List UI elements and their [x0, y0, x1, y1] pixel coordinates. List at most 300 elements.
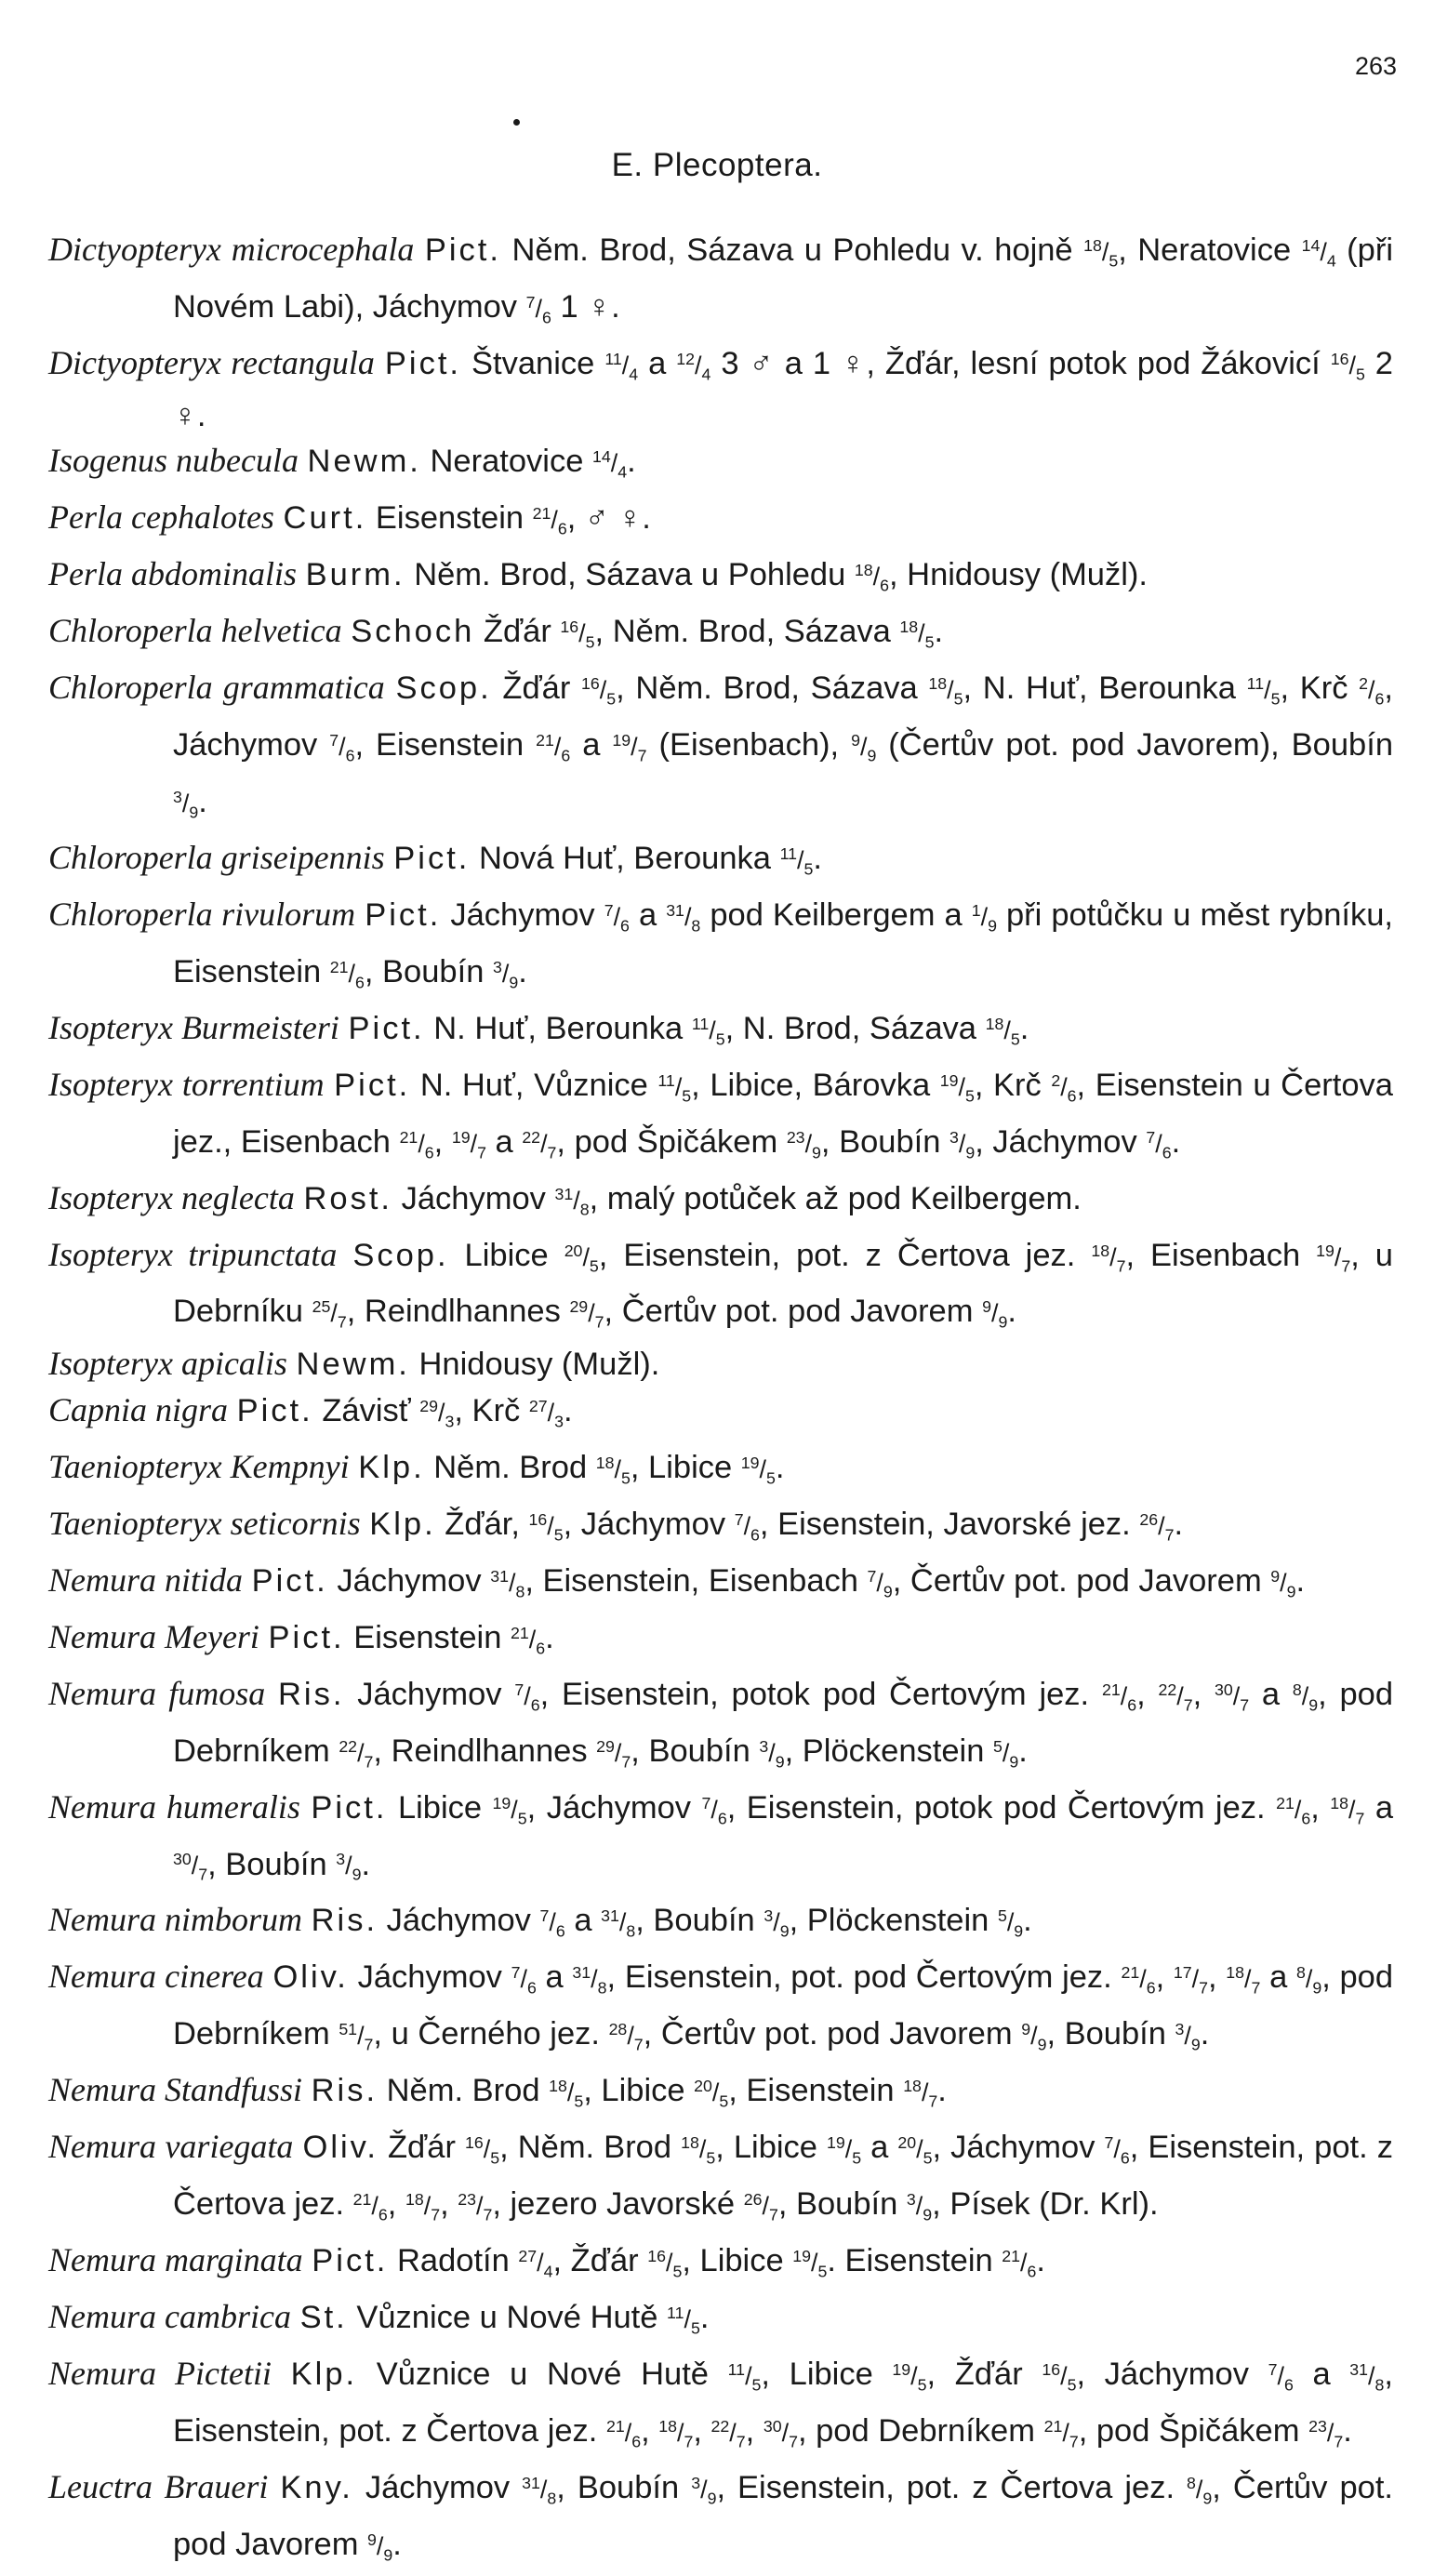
fraction-slash: / — [483, 2135, 491, 2164]
date-month: 7 — [633, 2035, 644, 2054]
record-text: Jáchymov — [357, 1676, 515, 1712]
record-text: . — [627, 444, 636, 480]
date-month: 6 — [526, 1978, 537, 1998]
species-entry — [48, 1556, 1393, 1613]
date-day: 3 — [906, 2190, 916, 2210]
record-text: a — [1260, 1959, 1296, 1996]
record-text: . — [1018, 1733, 1028, 1769]
species-entry — [48, 2236, 1393, 2292]
record-text: Něm. Brod, Sázava u Pohledu — [414, 557, 855, 593]
fraction-slash: / — [591, 1965, 598, 1994]
date-fraction — [1270, 1566, 1296, 1601]
date-fraction — [352, 2190, 388, 2224]
fraction-slash: / — [781, 2418, 790, 2447]
record-text: . — [198, 784, 207, 819]
date-fraction — [572, 1963, 607, 1998]
record-text: , Libice — [583, 2073, 695, 2109]
species-name: Isopteryx torrentium — [48, 1065, 325, 1103]
species-author: Pict. — [268, 1619, 345, 1655]
fraction-slash: / — [1020, 2249, 1028, 2277]
date-month: 6 — [631, 2432, 642, 2451]
fraction-slash: / — [745, 2361, 752, 2390]
record-text: Vůznice u Nové Hutě — [376, 2356, 728, 2392]
record-text: , Reindlhannes — [346, 1294, 570, 1330]
date-day: 20 — [564, 1241, 583, 1260]
date-day: 27 — [518, 2247, 538, 2266]
record-text: Žďár — [502, 671, 582, 707]
record-text: , Eisenstein — [728, 2073, 904, 2109]
date-fraction — [1349, 2359, 1385, 2395]
record-text: , Čertův pot. pod Javorem — [173, 2469, 1393, 2562]
date-fraction — [691, 2473, 717, 2508]
date-month: 9 — [779, 1921, 790, 1941]
date-fraction — [312, 1297, 347, 1332]
record-text: a — [570, 727, 613, 764]
date-day: 21 — [1101, 1680, 1121, 1699]
date-fraction — [1226, 1963, 1261, 1998]
date-month: 6 — [530, 1695, 540, 1715]
fraction-slash: / — [684, 2304, 691, 2333]
date-month: 5 — [852, 2148, 862, 2168]
record-text: , Boubín — [820, 1123, 950, 1160]
page-number: 263 — [1354, 52, 1397, 80]
date-day: 18 — [658, 2416, 678, 2436]
date-fraction — [997, 1906, 1024, 1941]
fraction-slash: / — [698, 2135, 707, 2164]
date-day: 19 — [451, 1127, 471, 1147]
species-name: Taeniopteryx seticornis — [48, 1504, 361, 1542]
fraction-slash: / — [1002, 1738, 1010, 1767]
date-day: 12 — [676, 349, 696, 368]
fraction-slash: / — [475, 2192, 484, 2221]
date-fraction — [1359, 674, 1385, 709]
record-text: Jáchymov — [450, 896, 604, 933]
species-author: Newm. — [307, 444, 421, 480]
fraction-slash: / — [357, 2022, 365, 2051]
date-fraction — [899, 617, 935, 652]
record-text: , Boubín — [635, 1903, 764, 1939]
fraction-slash: / — [729, 2418, 737, 2447]
date-month: 5 — [620, 1468, 631, 1488]
species-author: Schoch — [351, 614, 475, 650]
record-text: Jáchymov — [401, 1180, 555, 1216]
date-month: 5 — [1010, 1029, 1020, 1049]
date-day: 19 — [612, 731, 631, 750]
date-fraction — [1139, 1509, 1175, 1545]
date-fraction — [701, 1793, 727, 1827]
record-text: , Čertův pot. pod Javorem — [643, 2016, 1022, 2052]
date-day: 28 — [608, 2020, 628, 2039]
fraction-slash: / — [743, 1511, 751, 1540]
date-month: 5 — [1270, 689, 1281, 709]
date-day: 18 — [681, 2133, 699, 2153]
date-fraction — [339, 1736, 374, 1771]
date-month: 5 — [715, 1029, 725, 1049]
fraction-slash: / — [551, 506, 558, 535]
record-text: . — [1007, 1294, 1016, 1330]
date-fraction — [591, 447, 628, 482]
species-name: Nemura cinerea — [48, 1958, 264, 1996]
date-day: 7 — [329, 731, 339, 750]
record-text: , Jáchymov — [526, 1789, 702, 1826]
date-day: 3 — [1175, 2020, 1185, 2039]
record-text: , Krč — [1280, 671, 1360, 707]
species-author: Pict. — [384, 345, 462, 381]
species-author: Pict. — [251, 1562, 328, 1599]
date-day: 18 — [1091, 1241, 1110, 1260]
date-month: 4 — [701, 365, 711, 384]
record-text: . — [1171, 1123, 1181, 1160]
date-fraction — [532, 504, 567, 538]
date-day: 25 — [312, 1297, 331, 1317]
date-fraction — [329, 731, 355, 765]
species-name: Nemura Standfussi — [48, 2071, 303, 2109]
record-text: , Boubín — [364, 953, 493, 989]
fraction-slash: / — [547, 1398, 555, 1427]
record-text: N. Huť, Berounka — [433, 1010, 692, 1046]
date-month: 5 — [682, 1086, 692, 1106]
record-text: Eisenstein — [375, 500, 533, 537]
date-fraction — [1295, 1963, 1322, 1998]
species-name: Perla abdominalis — [48, 555, 297, 593]
fraction-slash: / — [1158, 1511, 1165, 1540]
date-month: 5 — [706, 2148, 716, 2168]
record-text: Nová Huť, Berounka — [478, 840, 780, 876]
date-month: 6 — [880, 576, 889, 595]
date-day: 18 — [1226, 1963, 1245, 1983]
species-name: Capnia nigra — [48, 1390, 229, 1428]
record-text: , Plöckenstein — [784, 1733, 993, 1769]
fraction-slash: / — [1305, 1965, 1313, 1994]
fraction-slash: / — [910, 2361, 918, 2390]
date-month: 7 — [1355, 1808, 1365, 1827]
date-fraction — [743, 2190, 778, 2224]
date-month: 7 — [547, 1143, 557, 1162]
date-fraction — [339, 2020, 374, 2054]
fraction-slash: / — [916, 2135, 923, 2164]
record-text: Žďár — [483, 614, 561, 650]
fraction-slash: / — [980, 902, 989, 931]
date-day: 23 — [786, 1127, 805, 1147]
date-fraction — [464, 2133, 500, 2168]
date-day: 16 — [528, 1509, 548, 1529]
date-day: 31 — [490, 1566, 509, 1586]
date-month: 6 — [620, 916, 630, 936]
fraction-slash: / — [438, 1398, 445, 1427]
date-fraction — [993, 1736, 1019, 1771]
record-text: , Boubín — [207, 1846, 337, 1882]
date-fraction — [492, 1793, 527, 1827]
date-day: 18 — [549, 2077, 567, 2096]
date-fraction — [647, 2247, 683, 2281]
date-fraction — [1043, 2416, 1079, 2451]
date-day: 16 — [1330, 349, 1349, 368]
record-text: při potůčku u měst rybníku, Eisenstein — [173, 896, 1393, 989]
date-day: 3 — [336, 1850, 346, 1869]
date-fraction — [1301, 236, 1336, 271]
date-fraction — [903, 2077, 938, 2111]
species-entry — [48, 2463, 1393, 2576]
date-day: 31 — [601, 1906, 619, 1926]
date-fraction — [514, 1680, 540, 1715]
date-month: 5 — [803, 859, 814, 879]
date-day: 18 — [405, 2190, 424, 2210]
fraction-slash: / — [1244, 1965, 1252, 1994]
date-day: 23 — [458, 2190, 476, 2210]
date-month: 9 — [383, 2545, 393, 2565]
date-month: 4 — [629, 365, 639, 384]
species-entry — [48, 606, 1393, 663]
date-fraction — [336, 1850, 362, 1884]
date-month: 9 — [812, 1143, 821, 1162]
date-fraction — [458, 2190, 493, 2224]
fraction-slash: / — [700, 2475, 708, 2503]
date-day: 19 — [740, 1453, 760, 1472]
fraction-slash: / — [501, 959, 510, 988]
fraction-slash: / — [1113, 2135, 1121, 2164]
date-day: 7 — [1268, 2359, 1278, 2379]
record-text: , Něm. Brod, Sázava — [616, 671, 929, 707]
date-day: 30 — [763, 2416, 782, 2436]
date-fraction — [786, 1127, 821, 1162]
record-text: , N. Huť, Berounka — [963, 671, 1247, 707]
record-text: Něm. Brod — [386, 2073, 550, 2109]
date-day: 9 — [367, 2530, 377, 2549]
date-fraction — [329, 957, 365, 992]
date-fraction — [549, 2077, 584, 2111]
species-entry — [48, 339, 1393, 437]
species-author: Pict. — [393, 840, 471, 876]
date-month: 9 — [189, 803, 199, 822]
record-text: , Eisenstein, potok pod Čertovým jez. — [726, 1789, 1277, 1826]
record-text: , Hnidousy (Mužl). — [889, 557, 1148, 593]
date-fraction — [595, 1453, 631, 1488]
date-month: 7 — [637, 746, 647, 765]
date-day: 7 — [604, 900, 614, 920]
date-month: 7 — [1341, 1255, 1351, 1275]
date-day: 9 — [851, 731, 860, 750]
date-fraction — [1104, 2133, 1130, 2168]
date-month: 9 — [883, 1582, 893, 1601]
species-author: Klp. — [290, 2356, 358, 2392]
date-day: 22 — [710, 2416, 730, 2436]
fraction-slash: / — [588, 1299, 595, 1328]
fraction-slash: / — [674, 1072, 683, 1101]
date-month: 9 — [1286, 1582, 1296, 1601]
date-day: 7 — [1104, 2133, 1114, 2153]
record-text: , — [1192, 1676, 1215, 1712]
date-day: 7 — [511, 1963, 521, 1983]
date-day: 18 — [595, 1453, 615, 1472]
date-month: 7 — [364, 1751, 374, 1771]
record-text: , pod Debrníkem — [797, 2412, 1044, 2449]
fraction-slash: / — [1101, 237, 1109, 266]
record-text: , pod Špičákem — [1078, 2412, 1309, 2449]
date-fraction — [982, 1297, 1008, 1332]
date-day: 7 — [701, 1793, 711, 1812]
date-fraction — [451, 1127, 486, 1162]
record-text: , ♂ ♀. — [566, 500, 651, 537]
date-month: 7 — [1240, 1695, 1250, 1715]
fraction-slash: / — [339, 733, 346, 762]
date-fraction — [939, 1070, 975, 1106]
date-day: 19 — [1316, 1241, 1334, 1260]
date-day: 18 — [854, 561, 873, 580]
record-text: , u Debrníku — [173, 1237, 1393, 1330]
date-day: 3 — [492, 957, 502, 976]
date-day: 8 — [1295, 1963, 1306, 1983]
record-text: , pod Debrníkem — [173, 1676, 1394, 1769]
fraction-slash: / — [348, 959, 355, 988]
date-fraction — [1292, 1680, 1319, 1715]
record-text: 3 ♂ a 1 ♀, Žďár, lesní potok pod Žákovicí — [710, 345, 1331, 381]
species-author: Oliv. — [302, 2130, 378, 2166]
record-text: , Eisenstein u Čertova jez., Eisenbach — [173, 1067, 1393, 1160]
record-text: , jezero Javorské — [492, 2186, 744, 2223]
record-text: , — [693, 2412, 711, 2449]
date-day: 3 — [759, 1736, 769, 1756]
date-day: 23 — [1308, 2416, 1327, 2436]
record-text: a — [861, 2130, 898, 2166]
date-fraction — [1042, 2359, 1077, 2395]
date-month: 6 — [1146, 1978, 1156, 1998]
date-month: 7 — [483, 2205, 493, 2224]
date-day: 20 — [897, 2133, 917, 2153]
date-month: 5 — [553, 1525, 564, 1545]
date-month: 5 — [1109, 251, 1119, 271]
date-month: 7 — [621, 1751, 631, 1771]
date-month: 8 — [626, 1921, 636, 1941]
fraction-slash: / — [684, 902, 692, 931]
record-text: Závisť — [322, 1392, 420, 1428]
date-month: 5 — [751, 2375, 762, 2395]
species-author: Ris. — [311, 1903, 378, 1939]
record-text: . — [545, 1619, 554, 1655]
date-fraction — [657, 1070, 692, 1106]
record-text: a — [1293, 2356, 1350, 2392]
species-author: Pict. — [236, 1392, 313, 1428]
date-day: 14 — [591, 447, 611, 467]
fraction-slash: / — [582, 1242, 590, 1271]
fraction-slash: / — [191, 1852, 199, 1880]
date-month: 5 — [690, 2318, 700, 2338]
date-fraction — [1146, 1127, 1172, 1162]
fraction-slash: / — [357, 1738, 365, 1767]
record-text: . — [934, 614, 944, 650]
species-name: Leuctra Braueri — [48, 2467, 269, 2505]
fraction-slash: / — [915, 2192, 923, 2221]
fraction-slash: / — [371, 2192, 378, 2221]
fraction-slash: / — [511, 1795, 518, 1824]
date-day: 7 — [514, 1680, 524, 1699]
date-fraction — [560, 617, 595, 652]
species-name: Perla cephalotes — [48, 498, 274, 537]
fraction-slash: / — [418, 1129, 425, 1158]
date-fraction — [1308, 2416, 1344, 2451]
date-month: 5 — [574, 2091, 584, 2111]
date-fraction — [173, 788, 199, 822]
date-day: 22 — [339, 1736, 358, 1756]
date-day: 7 — [1146, 1127, 1156, 1147]
species-name: Nemura Pictetii — [48, 2354, 272, 2392]
record-text: Libice — [464, 1237, 564, 1273]
fraction-slash: / — [1294, 1795, 1302, 1824]
fraction-slash: / — [1139, 1965, 1147, 1994]
fraction-slash: / — [1060, 2361, 1068, 2390]
date-day: 19 — [827, 2133, 845, 2153]
species-author: St. — [299, 2299, 348, 2335]
fraction-slash: / — [804, 1129, 813, 1158]
date-fraction — [779, 843, 814, 879]
record-text: a — [638, 345, 677, 381]
record-text: , Eisenstein, pot. z Čertova jez. — [716, 2469, 1188, 2505]
date-month: 7 — [364, 2035, 374, 2054]
date-month: 3 — [554, 1412, 564, 1431]
date-month: 7 — [1199, 1978, 1208, 1998]
species-entry — [48, 493, 1393, 550]
record-text: , Neratovice — [1118, 232, 1302, 268]
date-fraction — [419, 1397, 455, 1431]
species-name: Chloroperla griseipennis — [48, 838, 385, 876]
date-fraction — [1051, 1070, 1077, 1106]
date-fraction — [1021, 2020, 1047, 2054]
fraction-slash: / — [524, 1681, 531, 1710]
record-text: 1 ♀. — [551, 288, 620, 325]
date-fraction — [694, 2077, 729, 2111]
date-day: 17 — [1173, 1963, 1192, 1983]
date-fraction — [511, 1623, 546, 1658]
date-day: 20 — [694, 2077, 712, 2096]
fraction-slash: / — [599, 676, 607, 705]
species-entry — [48, 2065, 1393, 2122]
date-day: 11 — [604, 349, 622, 368]
fraction-slash: / — [1030, 2022, 1038, 2051]
fraction-slash: / — [1062, 2418, 1069, 2447]
species-author: Klp. — [369, 1506, 436, 1542]
date-fraction — [666, 900, 701, 936]
date-day: 2 — [1359, 674, 1369, 694]
date-fraction — [740, 1453, 776, 1488]
record-text: . — [392, 2526, 402, 2562]
date-day: 18 — [985, 1014, 1004, 1033]
record-text: , Eisenstein, potok pod Čertovým jez. — [539, 1676, 1102, 1712]
date-fraction — [405, 2190, 441, 2224]
fraction-slash: / — [759, 1454, 766, 1483]
date-day: 1 — [971, 900, 981, 920]
species-author: Pict. — [424, 232, 501, 268]
date-day: 14 — [1301, 236, 1321, 255]
date-month: 7 — [1251, 1978, 1261, 1998]
fraction-slash: / — [1176, 1681, 1184, 1710]
date-month: 5 — [585, 632, 595, 652]
species-author: Klp. — [358, 1449, 425, 1485]
species-name: Nemura marginata — [48, 2241, 303, 2279]
record-text: Žďár — [387, 2130, 465, 2166]
fraction-slash: / — [710, 1795, 718, 1824]
species-entry — [48, 890, 1393, 1003]
record-text: , — [433, 1123, 452, 1160]
fraction-slash: / — [958, 1129, 966, 1158]
species-author: Scop. — [395, 671, 492, 707]
species-name: Nemura variegata — [48, 2128, 294, 2166]
fraction-slash: / — [876, 1568, 883, 1597]
species-entry — [48, 1669, 1393, 1783]
date-fraction — [490, 1566, 525, 1601]
species-name: Nemura cambrica — [48, 2297, 291, 2335]
date-month: 6 — [557, 519, 567, 538]
record-text: , Boubín — [777, 2186, 907, 2223]
date-day: 31 — [572, 1963, 591, 1983]
